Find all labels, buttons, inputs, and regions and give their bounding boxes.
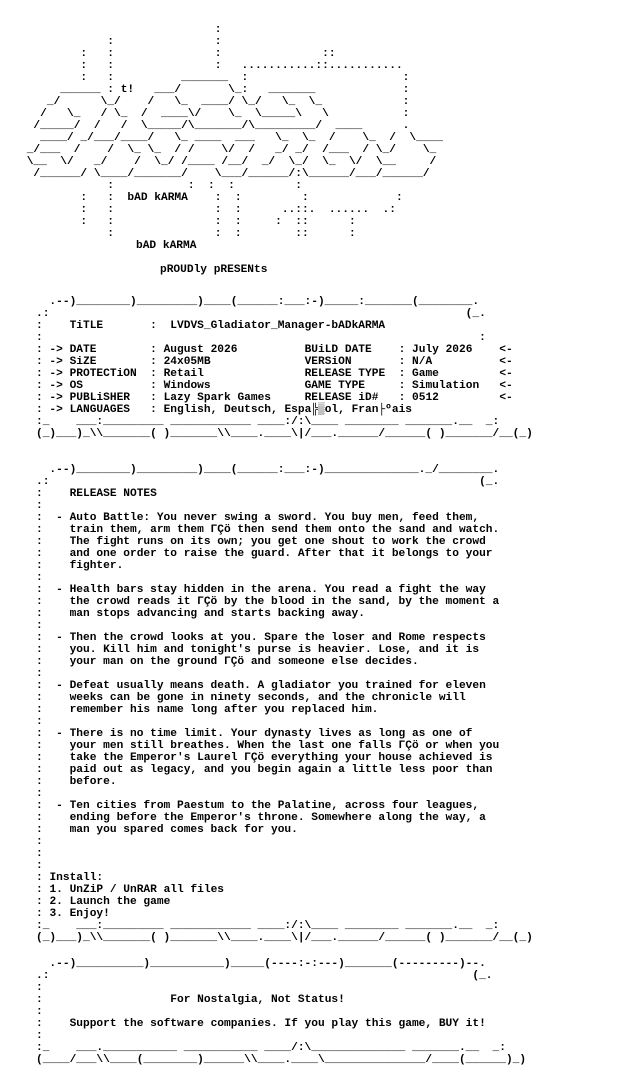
size-value: 24x05MB [163,356,211,368]
date-label: DATE [69,344,97,356]
install-step-2: 2. Launch the game [49,896,171,908]
protection-value: Retail [163,368,204,380]
title-value: LVDVS_Gladiator_Manager-bADkARMA [170,320,386,332]
install-heading: Install: [49,872,104,884]
info-box-top-border: .--)________)_________)____(______:___:-)_____:_______(________. .: (_. [36,296,486,320]
notes-box-bottom-border: :_ ___:_________ ____________ ____:/:\____ ________ _______.__ _: (_)___)_\\_______( )_______\\____.____\|/___.______/______( )_______/__(_) [36,920,533,944]
install-step-1: 1. UnZiP / UnRAR all files [49,884,224,896]
group-name: bAD kARMA [136,240,197,252]
notes-heading: RELEASE NOTES [69,488,157,500]
version-value: N/A [412,356,433,368]
footer-box-bottom-border: :_ ___.___________ ___________ ____/:\______________ _______.__ _: (____/___\\____(________)______\\____.____\_______________/____(______)_) [36,1042,527,1066]
build-date-value: July 2026 [412,344,473,356]
note-item-5: : - There is no time limit. Your dynasty lives as long as one of : your men still breathes. When the last one falls ΓÇö or when you : take the Emperor's Laurel ΓÇö everything your house achieved is : paid out as legacy, and you begin again a little less poor than : before. : [36,728,500,800]
note-item-4: : - Defeat usually means death. A gladiator you trained for eleven : weeks can be gone in ninety seconds, and the chronicle will : remember his name long after you replaced him. : [36,680,486,728]
ascii-logo-art: : : : : : : :: : : : ...........::........... : : _______ : : ______ : t! ___/ \_: _______ : _/ \_/ / \_ ____/ \_/ \_ \_ : / \_ / \_ / ____\/ \_ \_____\ \ : /_____/ / / \_____/\_______/\_________/ ____ . ____/ _/___/____/ \_ ____ ___ \_ \_ / \_ / \____ _/___ / / \_ \_ / / \/ / _/ _/ /___ / \_/ \_ \__ \/ _/ / \_/ /____ /__/ _/ \_/ \_ \/ \__ / /______/ \____/_______/ \___/______/:\______/___/______/ : : : : : : : bAD kARMA : : : : : : : : ..::. ...... .: : : : : : :: : : : : :: : [26,24,443,240]
note-item-6: : - Ten cities from Paestum to the Palatine, across four leagues, : ending before the Emperor's throne. Somewhere along the way, a : man you spared comes back for you. : [36,800,486,848]
note-item-3: : - Then the crowd looks at you. Spare the loser and Rome respects : you. Kill him and tonight's purse is heavier. Lose, and it is : your man on the ground ΓÇö and someone else decides. : [36,632,486,680]
version-label: VERSiON [304,356,352,368]
languages-value: English, Deutsch, Espa╠▒ol, Fran├ºais [163,404,412,416]
footer-box-top-border: .--)__________)___________)_____(----:-:---)_______(---------)--. .: (_. [36,958,493,982]
os-value: Windows [163,380,211,392]
release-type-label: RELEASE TYPE [304,368,386,380]
protection-label: PROTECTiON [69,368,137,380]
game-type-label: GAME TYPE [304,380,366,392]
publisher-label: PUBLiSHER [69,392,131,404]
size-label: SiZE [69,356,97,368]
build-date-label: BUiLD DATE [304,344,372,356]
note-item-2: : - Health bars stay hidden in the arena. You read a fight the way : the crowd reads it ΓÇö by the blood in the sand, by the moment a : man stops advancing and starts backing away. : [36,584,500,632]
notes-box-body: : RELEASE NOTES : : - Auto Battle: You never swing a sword. You buy men, feed them, : train them, arm them ΓÇö then send them onto the sand and watch. : The fight runs on its own; you get one shout to work the crowd : and one order to raise the guard. After that it belongs to your : fighter. : : - Health bars stay hidden in the arena. You read a fight the way : the crowd reads it ΓÇö by the blood in the sand, by the moment a : man stops advancing and starts backing away. : : - Then the crowd looks at you. Spare the loser and Rome respects : you. Kill him and tonight's purse is heavier. Lose, and it is : your man on the ground ΓÇö and someone else decides. : : - Defeat usually means death. A gladiator you trained for eleven : weeks can be gone in ninety seconds, and the chronicle will : remember his name long after you replaced him. : : - There is no time limit. Your dynasty lives as long as one of : your men still breathes. When the last one falls ΓÇö or when you : take the Emperor's Laurel ΓÇö everything your house achieved is : paid out as legacy, and you begin again a little less poor than : before. : : - Ten cities from Paestum to the Palatine, across four leagues, : ending before the Emperor's throne. Somewhere along the way, a : man you spared comes back for you. : : : : Install: : 1. UnZiP / UnRAR all files : 2. Launch the game : 3. Enjoy! [36,488,500,920]
notes-box-top-border: .--)________)_________)____(______:___:-)______________._/________. .: (_. [36,464,500,488]
note-item-1: : - Auto Battle: You never swing a sword. You buy men, feed them, : train them, arm them ΓÇö then send them onto the sand and watch. : The fight runs on its own; you get one shout to work the crowd : and one order to raise the guard. After that it belongs to your : fighter. : [36,512,500,584]
presents-text: pROUDly pRESENts [160,264,268,276]
os-label: OS [69,380,84,392]
release-id-value: 0512 [412,392,439,404]
languages-label: LANGUAGES [69,404,131,416]
release-info-box [36,296,612,440]
footer-motto: For Nostalgia, Not Status! [170,994,345,1006]
game-type-value: Simulation [412,380,480,392]
title-label: TiTLE [69,320,104,332]
info-box-body: : TiTLE : LVDVS_Gladiator_Manager-bADkARMA : : : -> DATE : August 2026 BUiLD DATE : July 2026 <- : -> SiZE : 24x05MB VERSiON : N/A <- : -> PROTECTiON : Retail RELEASE TYPE : Game <- : -> OS : Windows GAME TYPE : Simulation <- : -> PUBLiSHER : Lazy Spark Games RELEASE iD# : 0512 <- : -> LANGUAGES : English, Deutsch, Espa╠▒ol, Fran├ºais [36,320,513,416]
date-value: August 2026 [163,344,238,356]
release-type-value: Game [412,368,439,380]
publisher-value: Lazy Spark Games [163,392,272,404]
info-box-bottom-border: :_ ___:_________ ____________ ____:/:\____ ________ _______.__ _: (_)___)_\\_______( )_______\\____.____\|/___.______/______( )_______/__(_) [36,416,533,440]
footer-support: Support the software companies. If you play this game, BUY it! [69,1018,486,1030]
install-step-3: 3. Enjoy! [49,908,110,920]
footer-box-body: : : For Nostalgia, Not Status! : : Support the software companies. If you play this game, BUY it! : [36,982,486,1042]
release-id-label: RELEASE iD# [304,392,379,404]
footer-box [36,958,612,1066]
release-notes-box [36,464,612,944]
